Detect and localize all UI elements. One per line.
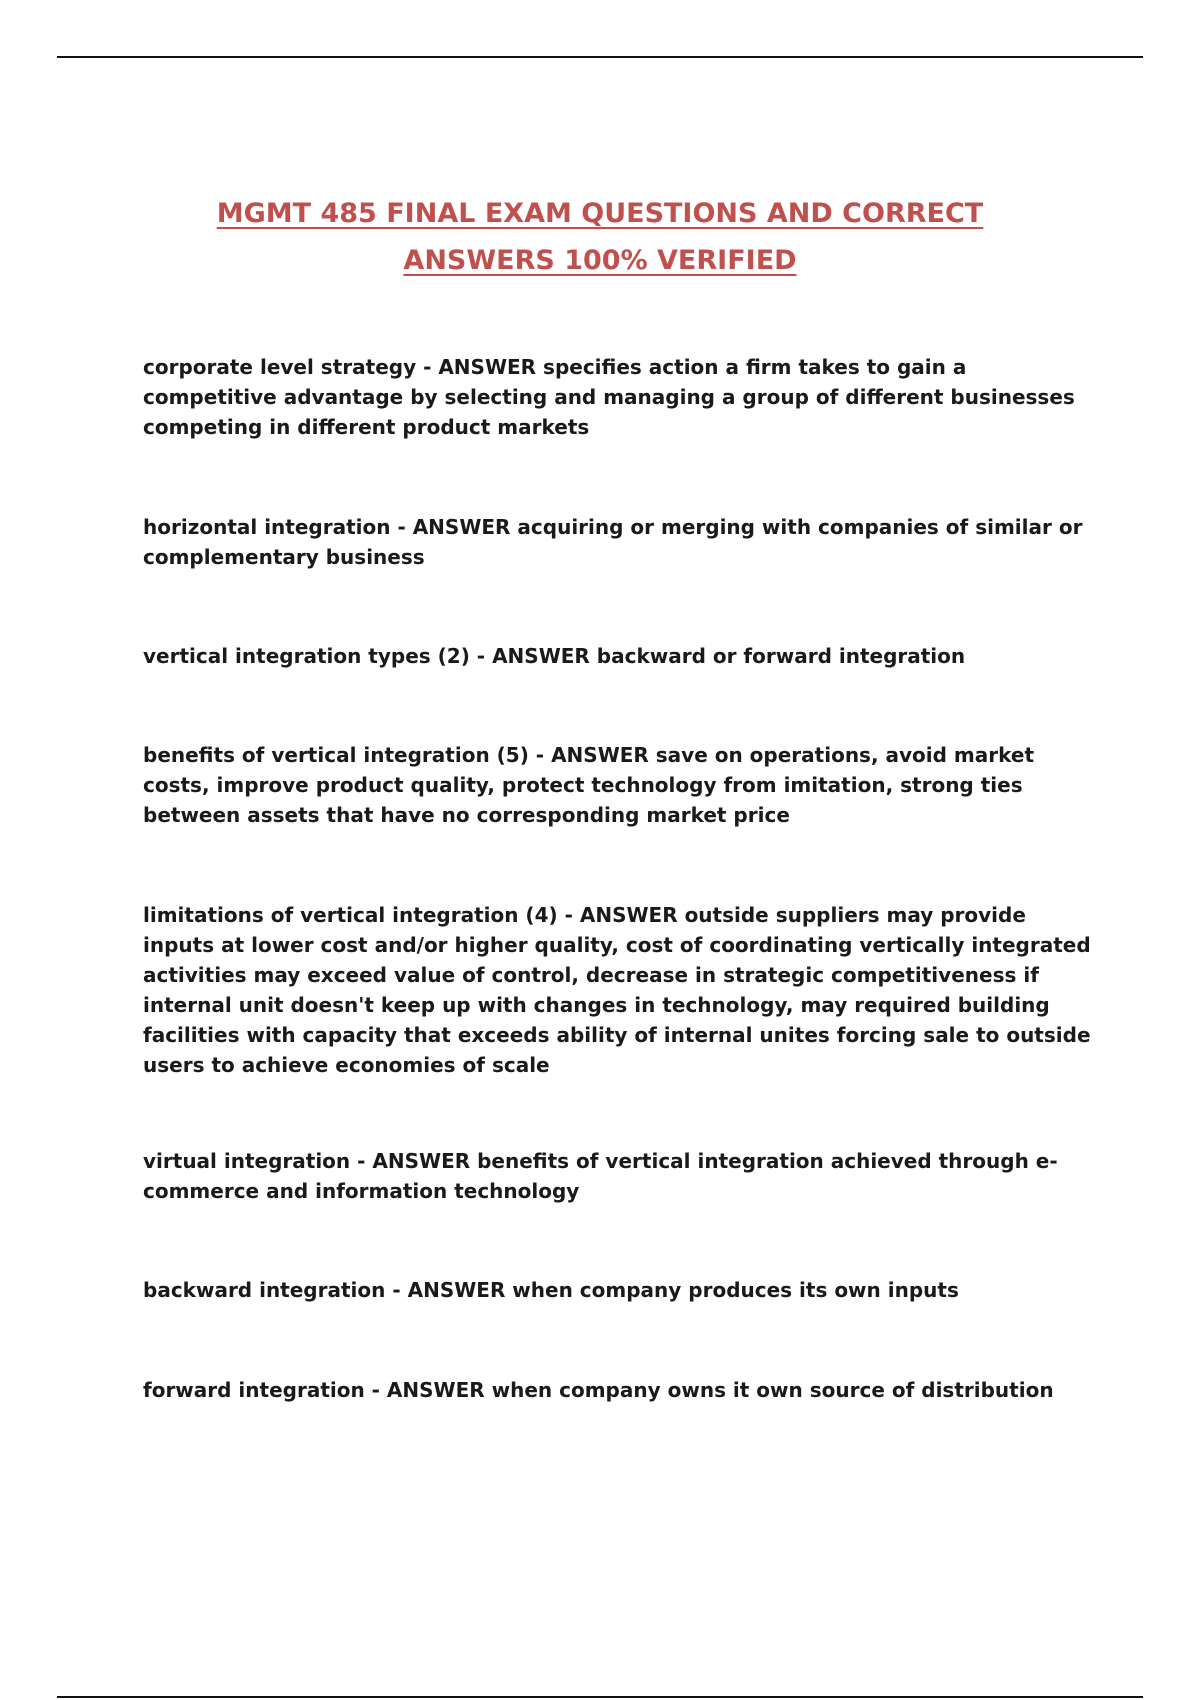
document-title	[0, 190, 1200, 284]
qa-item-corporate-level-strategy: corporate level strategy - ANSWER specifies action a firm takes to gain a competitive advantage by selecting and managing a group of different businesses competing in different product markets	[143, 355, 1075, 439]
qa-item-horizontal-integration: horizontal integration - ANSWER acquiring or merging with companies of similar or complementary business	[143, 515, 1083, 569]
title-line-2: ANSWERS 100% VERIFIED	[403, 245, 797, 276]
qa-item-limitations-vertical-integration: limitations of vertical integration (4) - ANSWER outside suppliers may provide inputs at lower cost and/or higher quality, cost of coordinating vertically integrated activities may exceed value of control, decrease in strategic competitiveness if internal unit doesn't keep up with changes in technology, may required building facilities with capacity that exceeds ability of internal unites forcing sale to outside users to achieve economies of scale	[143, 903, 1091, 1077]
top-rule	[57, 56, 1143, 58]
qa-item-virtual-integration: virtual integration - ANSWER benefits of vertical integration achieved through e-commerce and information technology	[143, 1149, 1058, 1203]
qa-item-backward-integration: backward integration - ANSWER when company produces its own inputs	[143, 1278, 959, 1302]
title-line-1: MGMT 485 FINAL EXAM QUESTIONS AND CORRECT	[216, 198, 984, 229]
qa-item-vertical-integration-types: vertical integration types (2) - ANSWER backward or forward integration	[143, 644, 966, 668]
bottom-rule	[57, 1696, 1143, 1698]
qa-item-forward-integration: forward integration - ANSWER when company owns it own source of distribution	[143, 1378, 1054, 1402]
qa-item-benefits-vertical-integration: benefits of vertical integration (5) - ANSWER save on operations, avoid market costs, improve product quality, protect technology from imitation, strong ties between assets that have no corresponding market price	[143, 743, 1035, 827]
